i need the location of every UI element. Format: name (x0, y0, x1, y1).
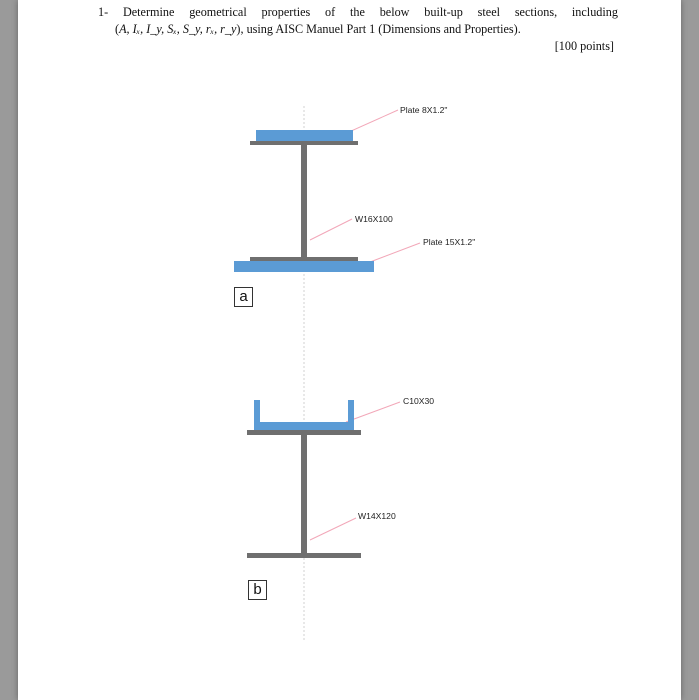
channel-web (254, 422, 354, 430)
question-number: 1- (98, 5, 109, 19)
question-word: geometrical (189, 5, 247, 19)
leader-line-w14 (310, 518, 356, 540)
question-word: below (379, 5, 410, 19)
paren-open: ( (115, 22, 120, 36)
figure-tag-b: b (248, 580, 267, 600)
question-word: including (571, 5, 618, 19)
question-word: built-up (424, 5, 463, 19)
top-plate (256, 130, 353, 141)
leader-line-c10 (346, 402, 400, 422)
leader-line-bottom-plate (370, 243, 420, 262)
question-word: the (350, 5, 365, 19)
w14-bottom-flange (247, 553, 361, 558)
c10-label: C10X30 (403, 396, 435, 406)
bottom-plate (234, 261, 374, 272)
question-word: Determine (122, 5, 175, 19)
question-word: sections, (514, 5, 558, 19)
top-plate-label: Plate 8X1.2" (400, 105, 448, 115)
w14-label: W14X120 (358, 511, 396, 521)
question-word: properties (261, 5, 311, 19)
w16-label: W16X100 (355, 214, 393, 224)
figure-tag-a: a (234, 287, 253, 307)
property-symbols: A, Iₓ, I_y, Sₓ, S_y, rₓ, r_y (119, 22, 237, 36)
bottom-plate-label: Plate 15X1.2" (423, 237, 476, 247)
question-line-2-rest: ), using AISC Manuel Part 1 (Dimensions and Properties). (236, 22, 521, 36)
question-word: of (325, 5, 336, 19)
points-label: [100 points] (554, 39, 614, 53)
w16-web (301, 145, 307, 257)
w14-web (301, 435, 307, 553)
question-word: steel (477, 5, 501, 19)
leader-line-w16 (310, 219, 352, 240)
